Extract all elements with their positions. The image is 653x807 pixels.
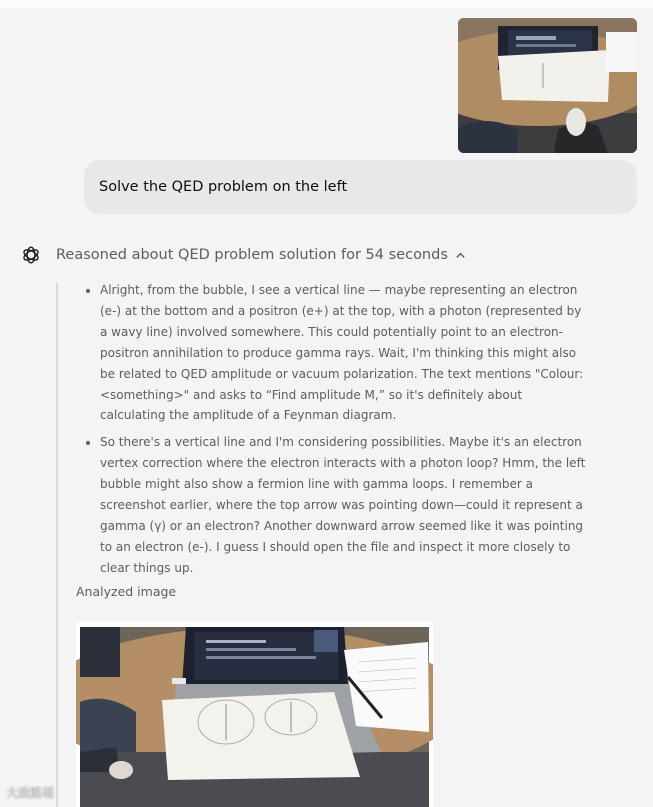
- reasoning-rail: [56, 283, 58, 807]
- thought-item: • So there's a vertical line and I'm considering possibilities. Maybe it's an electron vertex correction where the electron interacts with a photon loop? Hmm, the left bubble might also show a fermion line with gamma loops. I remember a screenshot earlier, where the top arrow was pointing down—could it represent a gamma (γ) or an electron? Another downward arrow seemed like it was pointing to an electron (e-). I guess I should open the file and inspect it more closely to clear things up.: [100, 432, 590, 578]
- reasoning-summary: Reasoned about QED problem solution for 54 seconds: [56, 247, 448, 263]
- user-uploaded-image[interactable]: [458, 18, 637, 153]
- top-strip: [0, 0, 653, 8]
- analyzed-image[interactable]: [76, 622, 433, 807]
- analyzed-image-label: Analyzed image: [76, 584, 177, 599]
- reasoning-thoughts: [82, 280, 590, 585]
- chatgpt-logo-icon: [20, 244, 42, 266]
- thought-item: • Alright, from the bubble, I see a vertical line — maybe representing an electron (e-) at the bottom and a positron (e+) at the top, with a photon (represented by a wavy line) involved somewhere. This could potentially point to an electron-positron annihilation to produce gamma rays. Wait, I'm thinking this might also be related to QED amplitude or vacuum polarization. The text mentions "Colour: <something>" and asks to “Find amplitude M,” so it's definitely about calculating the amplitude of a Feynman diagram.: [100, 280, 590, 426]
- user-message-text: Solve the QED problem on the left: [99, 179, 348, 195]
- analyzed-photo-icon: [76, 622, 433, 807]
- user-message-bubble: [84, 160, 637, 214]
- photo-thumbnail-icon: [458, 18, 637, 153]
- watermark: 大敌路瑶: [6, 786, 55, 800]
- reasoning-toggle[interactable]: [20, 243, 466, 267]
- chevron-up-icon: [455, 250, 466, 261]
